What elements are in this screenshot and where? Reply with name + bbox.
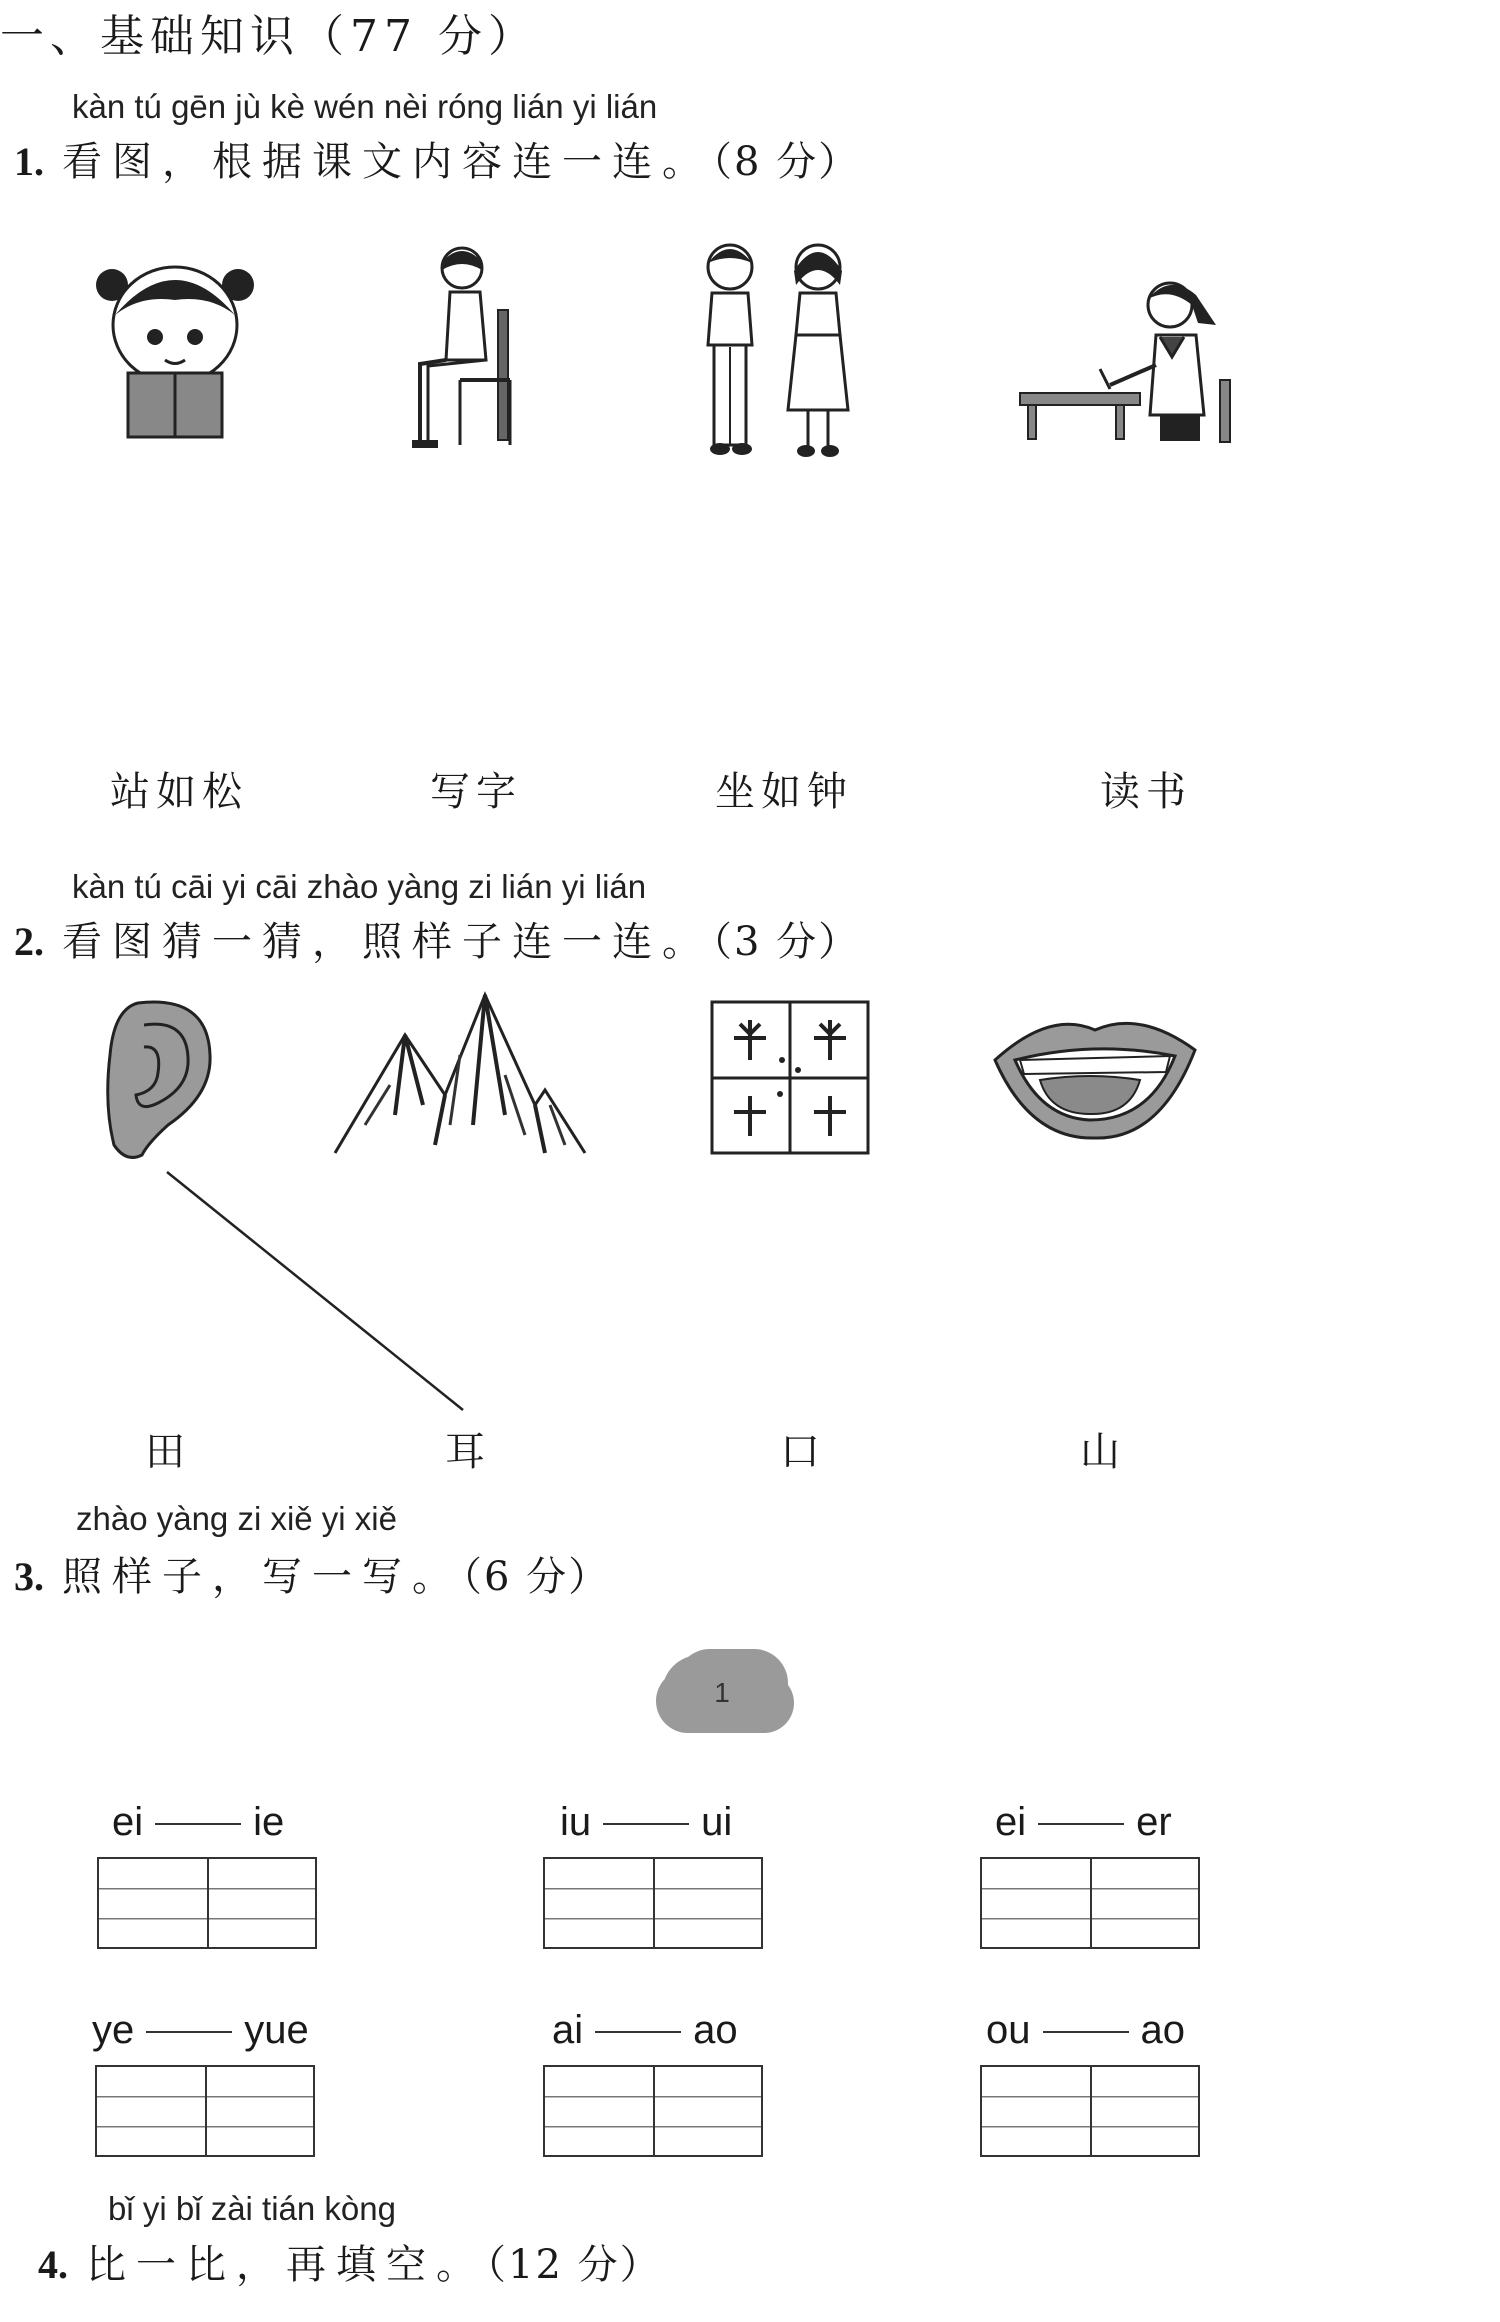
pair-3-right: er xyxy=(1136,1800,1172,1844)
q2-label-3[interactable]: 口 xyxy=(780,1429,826,1475)
page-number-badge: 1 xyxy=(662,1655,782,1731)
pair-1-right: ie xyxy=(253,1800,285,1844)
q1-text: 看图，根据课文内容连一连。 xyxy=(62,139,712,185)
pair-6 xyxy=(986,2008,1185,2053)
q1-label-3[interactable]: 坐如钟 xyxy=(715,769,853,815)
q2-label-1[interactable]: 田 xyxy=(145,1429,191,1475)
pair-2 xyxy=(560,1800,732,1845)
q2-question xyxy=(14,910,860,967)
q4-pinyin: bǐ yi bǐ zài tián kòng xyxy=(108,2190,396,2227)
pair-6-right: ao xyxy=(1140,2008,1185,2052)
writing-grid-2[interactable] xyxy=(543,1857,763,1949)
mountains-illustration[interactable] xyxy=(335,995,585,1160)
q2-text: 看图猜一猜，照样子连一连。 xyxy=(62,919,712,965)
pair-5 xyxy=(552,2008,738,2053)
q2-number: 2. xyxy=(14,919,44,964)
dash-icon xyxy=(1043,2031,1129,2033)
q3-pinyin: zhào yàng zi xiě yi xiě xyxy=(76,1500,397,1537)
q4-number: 4. xyxy=(38,2242,68,2287)
pair-2-right: ui xyxy=(701,1800,733,1844)
pair-4-right: yue xyxy=(244,2008,309,2052)
boy-sitting-illustration[interactable] xyxy=(400,240,540,460)
boy-girl-standing-illustration[interactable] xyxy=(690,235,875,470)
writing-grid-3[interactable] xyxy=(980,1857,1200,1949)
pair-1 xyxy=(112,1800,284,1845)
girl-writing-illustration[interactable] xyxy=(1020,265,1250,450)
writing-grid-4[interactable] xyxy=(95,2065,315,2157)
q1-label-4[interactable]: 读书 xyxy=(1100,769,1192,815)
field-illustration[interactable] xyxy=(710,1000,870,1155)
pair-3 xyxy=(995,1800,1172,1845)
q2-pinyin: kàn tú cāi yi cāi zhào yàng zi lián yi lián xyxy=(72,868,647,905)
q4-score: （12 分） xyxy=(486,2242,662,2288)
writing-grid-1[interactable] xyxy=(97,1857,317,1949)
q1-number: 1. xyxy=(14,139,44,184)
pair-6-left: ou xyxy=(986,2008,1031,2052)
q2-label-4[interactable]: 山 xyxy=(1080,1429,1126,1475)
q4-question xyxy=(38,2233,662,2290)
girl-reading-illustration[interactable] xyxy=(90,255,260,445)
section-title: 一、基础知识（77 分） xyxy=(0,11,538,62)
dash-icon xyxy=(1038,1823,1124,1825)
dash-icon xyxy=(146,2031,232,2033)
ear-illustration[interactable] xyxy=(98,995,218,1165)
q2-label-2[interactable]: 耳 xyxy=(445,1429,491,1475)
q4-text: 比一比，再填空。 xyxy=(86,2242,486,2288)
q1-pinyin: kàn tú gēn jù kè wén nèi róng lián yi lián xyxy=(72,88,658,125)
q3-question xyxy=(14,1545,610,1602)
pair-3-left: ei xyxy=(995,1800,1027,1844)
pair-2-left: iu xyxy=(560,1800,592,1844)
q1-question xyxy=(14,130,860,187)
pair-4 xyxy=(92,2008,309,2053)
q3-number: 3. xyxy=(14,1554,44,1599)
q2-score: （3 分） xyxy=(712,919,861,965)
pair-5-left: ai xyxy=(552,2008,584,2052)
pair-1-left: ei xyxy=(112,1800,144,1844)
dash-icon xyxy=(155,1823,241,1825)
dash-icon xyxy=(595,2031,681,2033)
q3-text: 照样子，写一写。 xyxy=(62,1554,462,1600)
pair-5-right: ao xyxy=(693,2008,738,2052)
q1-label-1[interactable]: 站如松 xyxy=(110,769,248,815)
q1-score: （8 分） xyxy=(712,139,861,185)
writing-grid-6[interactable] xyxy=(980,2065,1200,2157)
mouth-illustration[interactable] xyxy=(990,1010,1200,1145)
example-connector-line xyxy=(165,1170,475,1420)
q1-label-2[interactable]: 写字 xyxy=(430,769,522,815)
dash-icon xyxy=(603,1823,689,1825)
pair-4-left: ye xyxy=(92,2008,135,2052)
writing-grid-5[interactable] xyxy=(543,2065,763,2157)
q3-score: （6 分） xyxy=(462,1554,611,1600)
